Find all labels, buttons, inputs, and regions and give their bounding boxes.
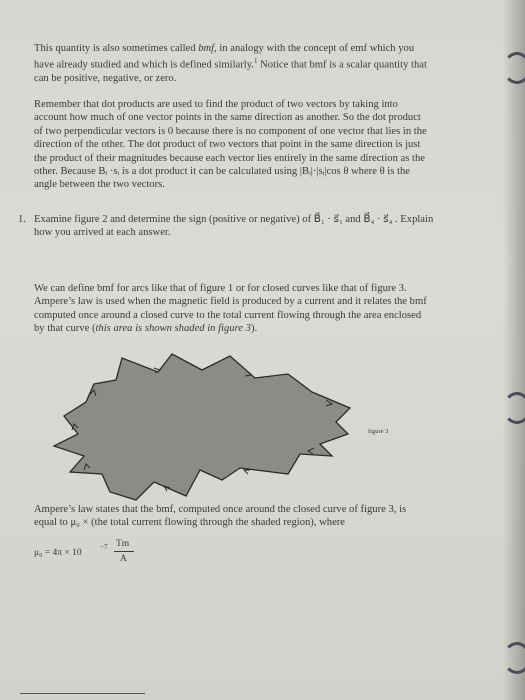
question-text: how you arrived at each answer. <box>34 227 171 239</box>
formula-denominator: A <box>120 554 127 564</box>
binder-ring <box>503 642 525 674</box>
text-line: computed once around a closed curve to the total current flowing through the area enclosed <box>34 309 422 321</box>
page-edge-shadow <box>503 0 525 700</box>
italic-note: this area is shown shaded in figure 3 <box>95 323 251 335</box>
question-number: 1. <box>18 214 26 225</box>
text: by that curve ( <box>34 323 96 335</box>
text: in analogy with the concept of emf which you <box>216 43 415 54</box>
binder-ring <box>503 392 525 424</box>
formula-lhs: μ₀ = 4π × 10 <box>34 548 82 558</box>
text-line: We can define bmf for arcs like that of figure 1 or for closed curves like that of figure 3. <box>34 283 407 294</box>
figure-label: figure 3 <box>368 428 389 435</box>
question-text: Examine figure 2 and determine the sign (positive or negative) of B⃗₁ · s⃗₁ and B⃗₄ · s⃗₄ . Explain <box>34 214 434 225</box>
fraction-bar <box>114 551 134 552</box>
text-line: other. Because Bᵢ ·sᵢ is a dot product it can be calculated using |Bᵢ|·|sᵢ|cos θ where θ is the <box>34 166 410 178</box>
figure-3-closed-curve <box>50 350 370 510</box>
question-1 <box>18 213 488 240</box>
shaded-region <box>54 354 350 500</box>
paragraph-dot-products <box>34 98 484 192</box>
text-line: account how much of one vector points in the same direction as another. So the dot product <box>34 112 421 124</box>
paragraph-amperes-law <box>34 503 484 530</box>
term-bmf: bmf, <box>198 43 217 54</box>
binder-ring <box>503 52 525 84</box>
text-line: the product of their magnitudes because each vector lies entirely in the same direction as the <box>34 152 425 164</box>
text: have already studied and which is defined similarly. <box>34 59 254 71</box>
text-line: of two perpendicular vectors is 0 because there is no component of one vector that lies in the <box>34 125 427 137</box>
text-line: direction of the other. The dot product of two vectors that point in the same direction is just <box>34 139 421 151</box>
text: can be positive, negative, or zero. <box>34 73 177 85</box>
paragraph-bmf-definition <box>34 42 484 86</box>
text-line: Ampere’s law is used when the magnetic field is produced by a current and it relates the bmf <box>34 296 427 308</box>
mu0-formula <box>34 538 174 568</box>
formula-exponent: −7 <box>100 543 108 551</box>
arrow-icon <box>244 470 250 474</box>
text: Notice that bmf is a scalar quantity that <box>257 59 427 71</box>
text-line: equal to μ₀ × (the total current flowing through the shaded region), where <box>34 517 345 529</box>
text-line: Ampere’s law states that the bmf, computed once around the closed curve of figure 3, is <box>34 504 407 515</box>
footnote-rule <box>20 693 145 694</box>
paragraph-amperes-law-intro <box>34 282 484 336</box>
formula-numerator: Tm <box>116 539 130 549</box>
text: ). <box>250 323 258 335</box>
text-line: angle between the two vectors. <box>34 179 165 191</box>
text: This quantity is also sometimes called <box>34 43 199 54</box>
footnote-mark: 1 <box>253 57 258 66</box>
text-line: Remember that dot products are used to find the product of two vectors by taking into <box>34 99 398 110</box>
